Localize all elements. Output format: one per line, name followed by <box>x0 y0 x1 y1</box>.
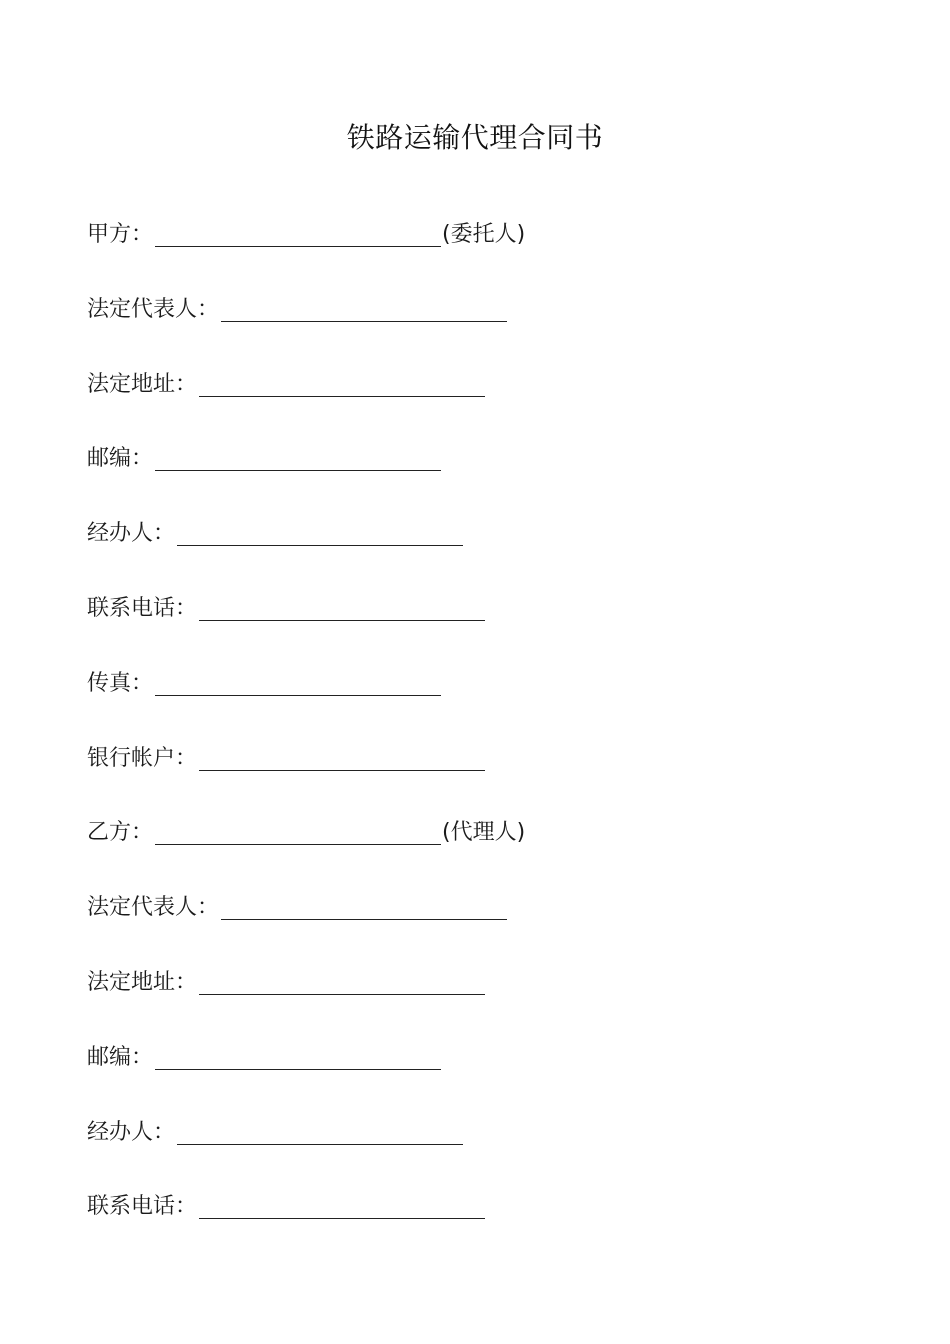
field-row-party-b <box>87 814 867 889</box>
fill-in-blank[interactable] <box>199 1188 485 1219</box>
field-label: 银行帐户： <box>87 745 198 771</box>
party-fields <box>87 216 867 1263</box>
field-row-party-a <box>87 216 867 291</box>
field-row-legal-representative <box>87 291 867 366</box>
field-label: 法定代表人： <box>87 895 220 921</box>
fill-in-blank[interactable] <box>199 590 485 621</box>
field-row-handler <box>87 515 867 590</box>
fill-in-blank[interactable] <box>199 740 485 771</box>
field-row-phone-b <box>87 1188 867 1263</box>
field-row-legal-representative-b <box>87 889 867 964</box>
field-label: 联系电话： <box>87 595 198 621</box>
fill-in-blank[interactable] <box>199 366 485 397</box>
fill-in-blank[interactable] <box>155 440 441 471</box>
field-label: 甲方： <box>87 222 154 247</box>
field-row-postcode <box>87 440 867 515</box>
fill-in-blank[interactable] <box>155 216 441 247</box>
fill-in-blank[interactable] <box>221 291 507 322</box>
field-label: 乙方： <box>87 820 154 846</box>
field-label: 传真： <box>87 670 154 696</box>
field-suffix: (委托人) <box>442 222 526 247</box>
fill-in-blank[interactable] <box>221 889 507 920</box>
field-label: 邮编： <box>87 446 154 472</box>
fill-in-blank[interactable] <box>177 1114 463 1145</box>
fill-in-blank[interactable] <box>199 964 485 995</box>
field-row-fax <box>87 665 867 740</box>
field-row-legal-address-b <box>87 964 867 1039</box>
fill-in-blank[interactable] <box>155 814 441 845</box>
field-label: 联系电话： <box>87 1194 198 1220</box>
document-title: 铁路运输代理合同书 <box>346 121 604 154</box>
fill-in-blank[interactable] <box>155 665 441 696</box>
field-row-bank-account <box>87 740 867 815</box>
fill-in-blank[interactable] <box>155 1039 441 1070</box>
field-label: 经办人： <box>87 1119 176 1145</box>
field-row-handler-b <box>87 1114 867 1189</box>
field-label: 经办人： <box>87 521 176 547</box>
field-label: 法定代表人： <box>87 296 220 322</box>
field-label: 法定地址： <box>87 371 198 397</box>
field-label: 邮编： <box>87 1044 154 1070</box>
field-row-legal-address <box>87 366 867 441</box>
fill-in-blank[interactable] <box>177 515 463 546</box>
field-suffix: (代理人) <box>442 820 526 846</box>
field-label: 法定地址： <box>87 969 198 995</box>
field-row-postcode-b <box>87 1039 867 1114</box>
field-row-phone <box>87 590 867 665</box>
